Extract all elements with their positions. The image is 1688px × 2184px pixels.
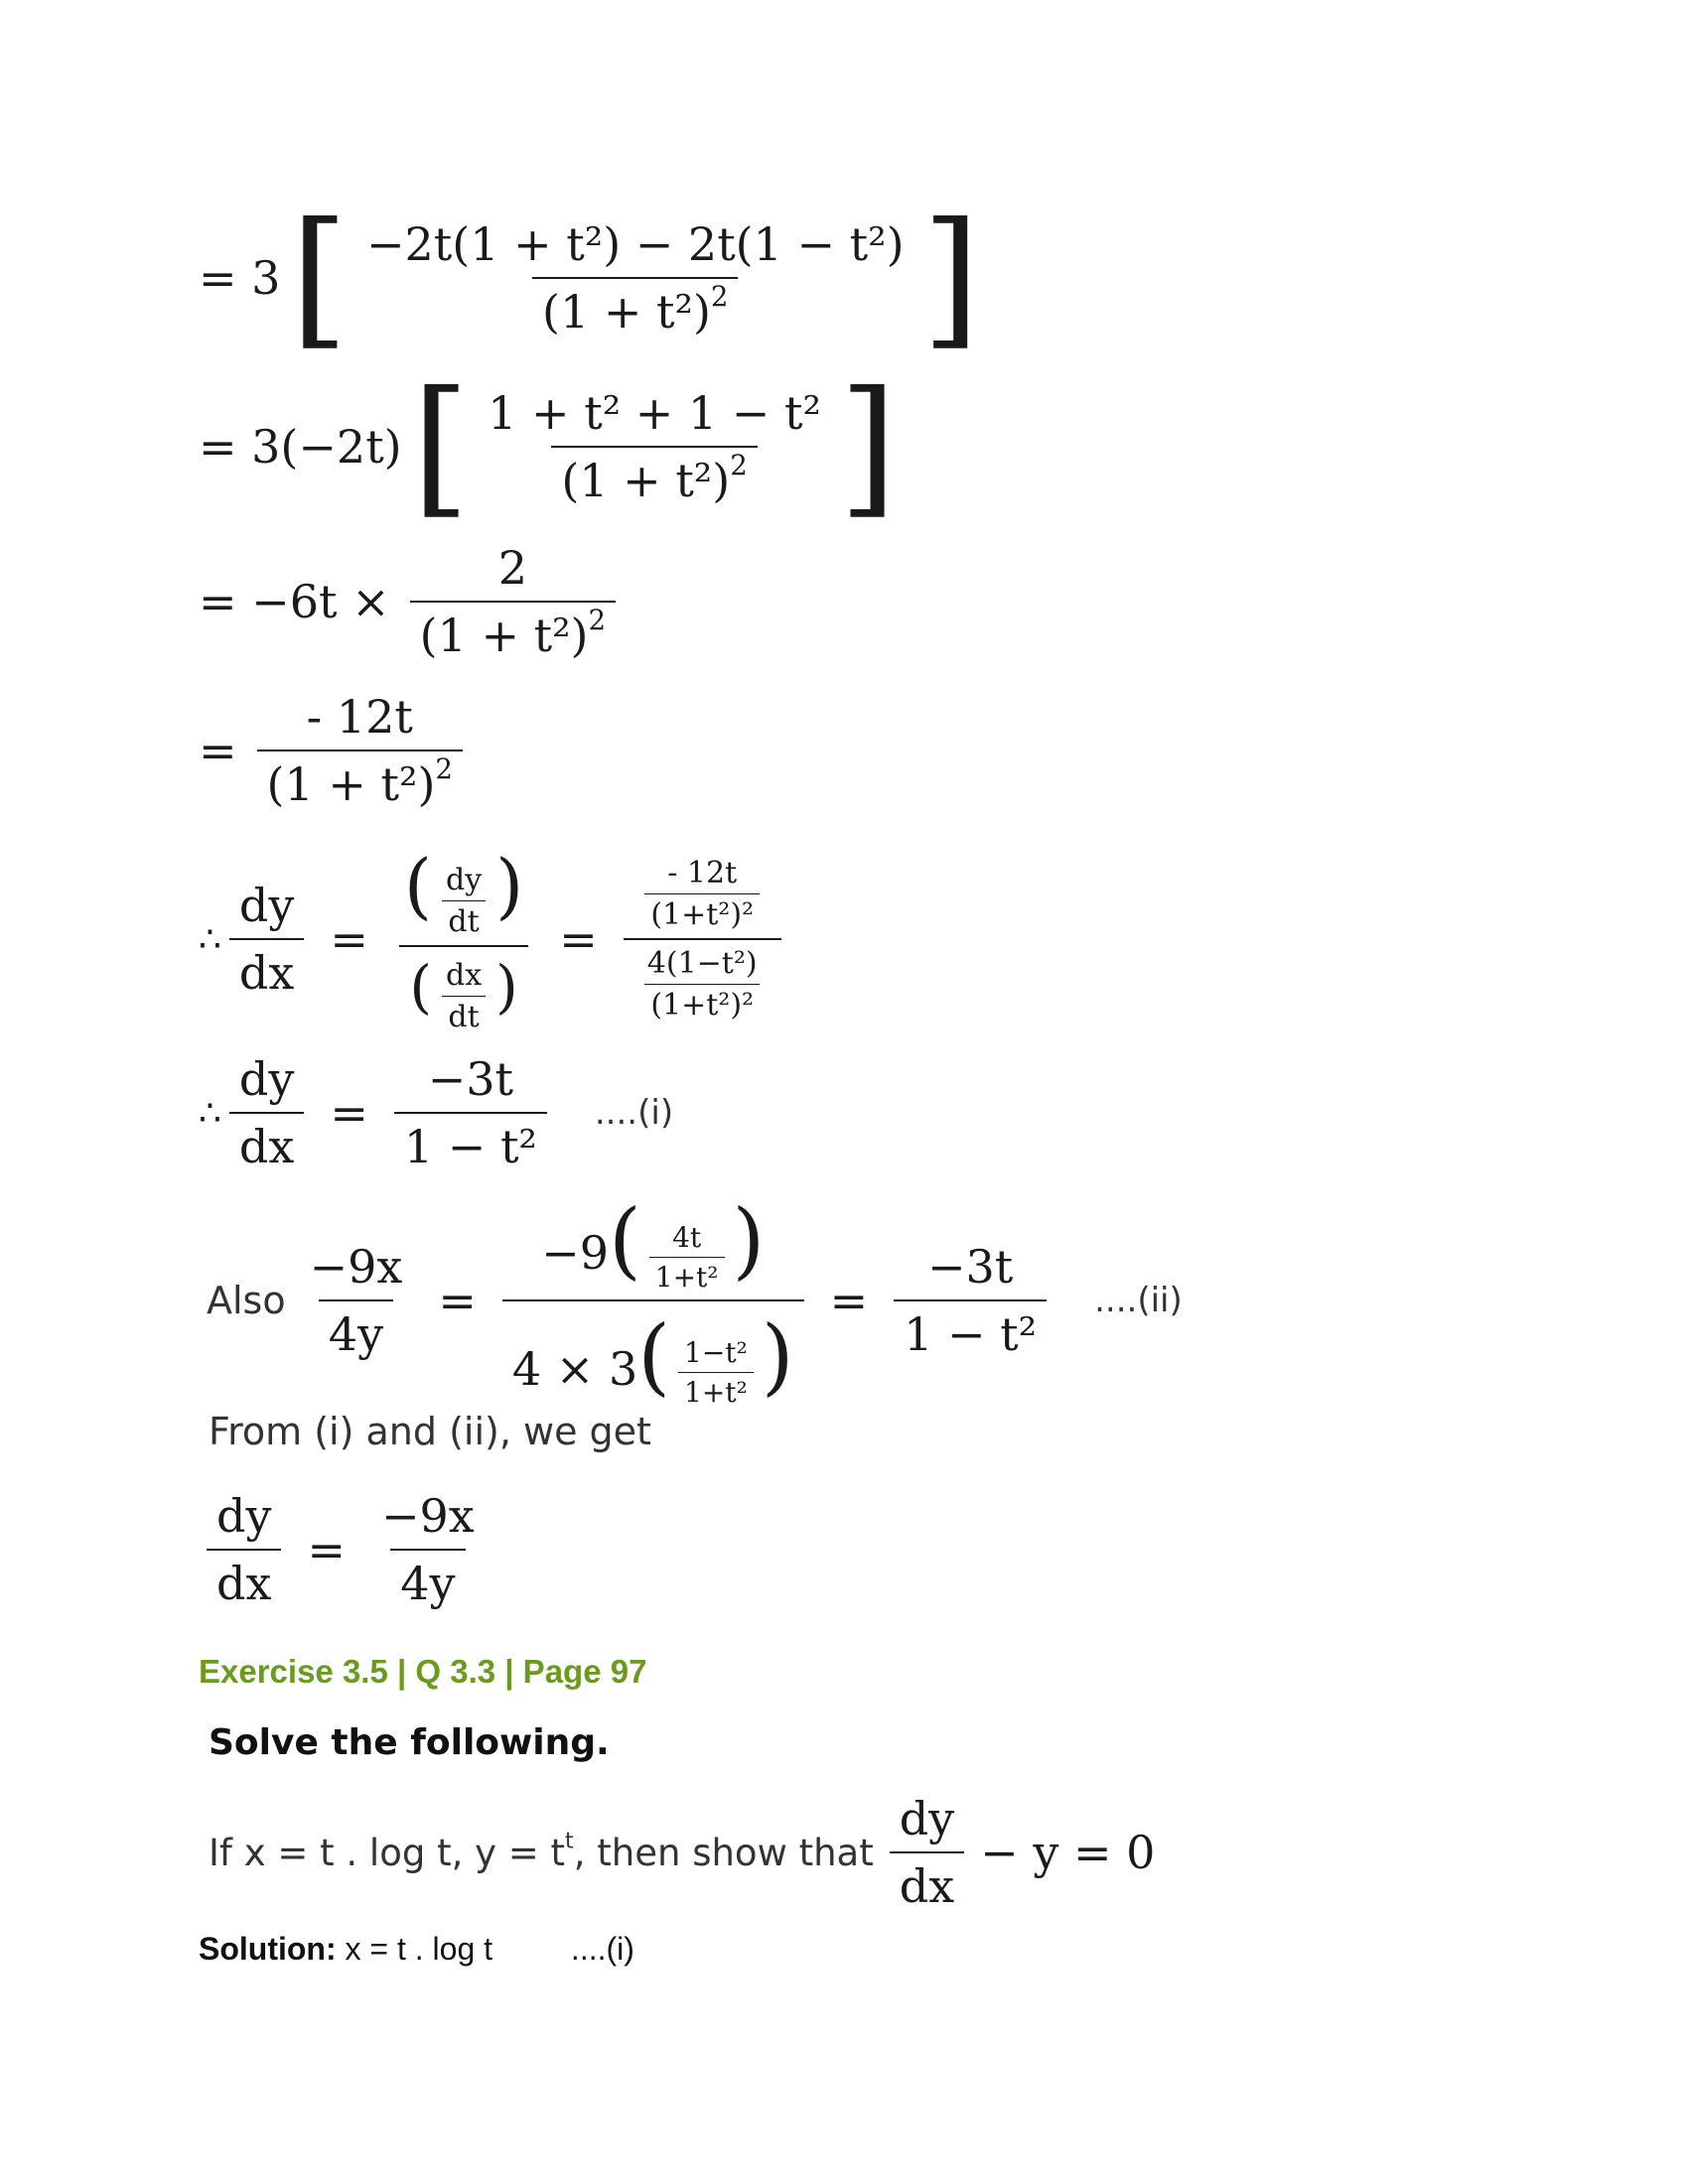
therefore-symbol: ∴ <box>199 918 221 960</box>
substitution-fraction: −9( $\frac{4t}{\text{1+t²}}$ ) 4 × 3( $\frac{\text{1−t²}}{\text{1+t²}}$ ) <box>502 1191 804 1409</box>
step-8 <box>207 1489 492 1610</box>
step-3-lead: = −6t × <box>199 575 390 628</box>
equation-label: ....(ii) <box>1094 1280 1183 1320</box>
question-tail: − y = 0 <box>980 1826 1156 1879</box>
step-5 <box>199 844 789 1034</box>
equals-sign: = <box>330 1086 368 1140</box>
solution-text: x = t . log t <box>345 1931 493 1967</box>
step-2-denominator: $(1 + t^2)^2$ <box>551 446 757 507</box>
step-4-denominator: $(1 + t^2)^2$ <box>257 750 463 811</box>
equals-sign: = <box>438 1273 477 1327</box>
step-2-numerator: 1 + t² + 1 − t² <box>488 386 821 440</box>
step-1-denominator: $(1 + t^2)^2$ <box>532 277 738 339</box>
step-6 <box>199 1052 673 1173</box>
exercise-reference: Exercise 3.5 | Q 3.3 | Page 97 <box>199 1653 647 1690</box>
also-text: Also <box>207 1278 286 1322</box>
equals-sign: = <box>559 912 598 966</box>
result-fraction: $\frac{-3t}{\text{1 − t²}}$ <box>894 1240 1047 1361</box>
step-4-lead: = <box>199 724 237 777</box>
question-statement <box>209 1792 1155 1913</box>
right-bracket: ] <box>921 192 981 364</box>
step-7 <box>207 1191 1183 1409</box>
step-3-numerator: 2 <box>497 541 527 595</box>
step-1-numerator: −2t(1 + t²) − 2t(1 − t²) <box>365 217 905 271</box>
question-text: If x = t . log t, $y = t^t$, then show that <box>209 1827 874 1874</box>
step-3 <box>199 541 624 662</box>
step-4 <box>199 690 471 811</box>
dy-dx-fraction: $\frac{dy}{dx}$ <box>229 1052 304 1173</box>
dy-dx-fraction: $\frac{dy}{dx}$ <box>229 879 304 1000</box>
equals-sign: = <box>829 1273 869 1327</box>
step-4-numerator: - 12t <box>306 690 413 744</box>
result-fraction: $\frac{-3t}{\text{1 − t²}}$ <box>394 1052 547 1173</box>
neg-9x-over-4y: $\frac{-9x}{4y}$ <box>380 1489 475 1610</box>
right-bracket: ] <box>838 360 898 533</box>
step-4-fraction <box>257 690 463 811</box>
step-2-lead: = 3(−2t) <box>199 420 402 474</box>
neg-9x-over-4y: $\frac{-9x}{4y}$ <box>309 1239 403 1361</box>
left-bracket: [ <box>411 360 471 533</box>
step-1 <box>199 192 981 364</box>
solution-line <box>199 1931 634 1968</box>
question-heading: Solve the following. <box>209 1722 610 1763</box>
equals-sign: = <box>330 912 368 966</box>
step-2 <box>199 360 898 533</box>
step-3-fraction <box>410 541 616 662</box>
step-3-denominator: $(1 + t^2)^2$ <box>410 601 616 662</box>
ratio-of-derivatives: ( $\frac{dy}{dt}$ ) ( $\frac{dx}{dt}$ ) <box>394 844 533 1034</box>
compound-fraction: $\frac{\frac{- 12t}{\text{(1+t²)²}}}{\frac{\text{4(1−t²)}}{\text{(1+t²)²}}}$ <box>624 856 781 1023</box>
step-1-lead: = 3 <box>199 251 281 305</box>
solution-label: Solution: <box>199 1931 337 1967</box>
left-bracket: [ <box>290 192 349 364</box>
step-1-fraction <box>356 217 914 339</box>
equals-sign: = <box>307 1523 346 1576</box>
equation-label: ....(i) <box>594 1093 674 1133</box>
therefore-symbol: ∴ <box>199 1092 221 1134</box>
dy-dx-fraction: $\frac{dy}{dx}$ <box>890 1792 964 1913</box>
dy-dx-fraction: $\frac{dy}{dx}$ <box>207 1489 281 1610</box>
step-2-fraction <box>478 386 831 507</box>
solution-ref: ....(i) <box>570 1931 634 1967</box>
from-statement: From (i) and (ii), we get <box>209 1410 651 1453</box>
